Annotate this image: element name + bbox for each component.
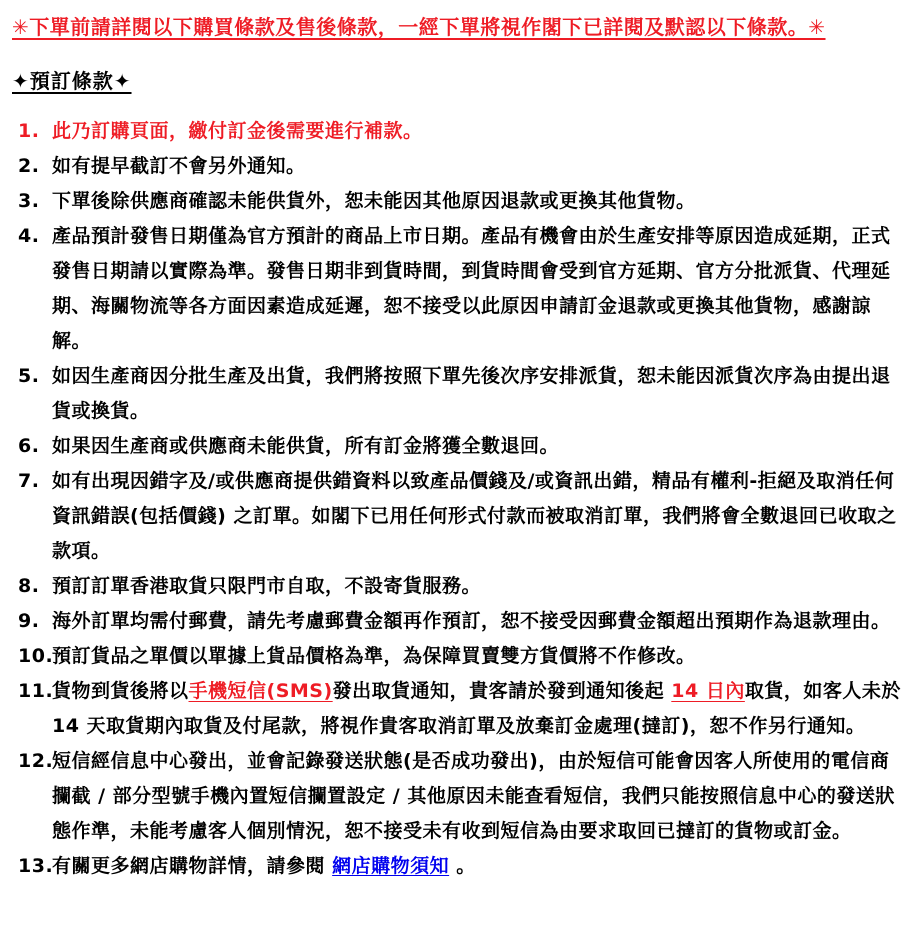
term-number: 13.: [18, 855, 54, 877]
term-number: 6.: [18, 435, 40, 457]
term-text: [52, 610, 891, 632]
term-text-segment: 下單後除供應商確認未能供貨外，恕未能因其他原因退款或更換其他貨物。: [52, 190, 696, 212]
pre-order-warning-header: ✳下單前請詳閱以下購買條款及售後條款，一經下單將視作閣下已詳閱及默認以下條款。✳: [12, 15, 826, 39]
term-number: 7.: [18, 470, 40, 492]
term-text-segment: 此乃訂購頁面，繳付訂金後需要進行補款。: [52, 120, 423, 142]
term-item-8: [10, 569, 903, 604]
term-text-segment: 如因生產商因分批生產及出貨，我們將按照下單先後次序安排派貨，恕未能因派貨次序為由提出退貨或換貨。: [52, 365, 891, 422]
term-item-5: [10, 359, 903, 429]
term-text-segment: 預訂訂單香港取貨只限門市自取，不設寄貨服務。: [52, 575, 482, 597]
term-number: 1.: [18, 120, 40, 142]
term-text: [52, 190, 696, 212]
highlight-red: 14 日內: [671, 680, 745, 702]
term-number: 2.: [18, 155, 40, 177]
term-text: [52, 120, 423, 142]
term-text-segment: 短信經信息中心發出，並會記錄發送狀態(是否成功發出)，由於短信可能會因客人所使用的電信商攔截 / 部分型號手機內置短信攔置設定 / 其他原因未能查看短信，我們只能按照信息中心的發送狀態作準，未能考慮客人個別情況，恕不接受未有收到短信為由要求取回已撻訂的貨物或訂金。: [52, 750, 895, 842]
term-number: 8.: [18, 575, 40, 597]
term-number: 9.: [18, 610, 40, 632]
term-item-9: [10, 604, 903, 639]
shop-guide-link[interactable]: 網店購物須知: [332, 855, 450, 877]
term-item-1: [10, 114, 903, 149]
term-text-segment: 產品預計發售日期僅為官方預計的商品上市日期。產品有機會由於生產安排等原因造成延期，正式發售日期請以實際為準。發售日期非到貨時間，到貨時間會受到官方延期、官方分批派貨、代理延期、海關物流等各方面因素造成延遲，恕不接受以此原因申請訂金退款或更換其他貨物，感謝諒解。: [52, 225, 891, 352]
term-text: [52, 750, 895, 842]
term-text-segment: 。: [449, 855, 476, 877]
term-text-segment: 如果因生產商或供應商未能供貨，所有訂金將獲全數退回。: [52, 435, 560, 457]
term-text: [52, 680, 901, 737]
term-item-13: [10, 849, 903, 884]
section-title-preorder-terms: ✦預訂條款✦: [12, 69, 132, 93]
term-number: 4.: [18, 225, 40, 247]
term-text: [52, 470, 897, 562]
term-text: [52, 575, 481, 597]
term-number: 3.: [18, 190, 40, 212]
term-number: 11.: [18, 680, 54, 702]
term-text-segment: 貨物到貨後將以: [52, 680, 189, 702]
term-item-4: [10, 219, 903, 359]
term-item-2: [10, 149, 903, 184]
term-item-3: [10, 184, 903, 219]
term-text-segment: 取貨，如客人未於 14 天取貨期內取貨及付尾款，將視作貴客取消訂單及放棄訂金處理(撻訂)，恕不作另行通知。: [52, 680, 901, 737]
term-text: [52, 365, 891, 422]
term-item-11: [10, 674, 903, 744]
term-item-6: [10, 429, 903, 464]
term-number: 12.: [18, 750, 54, 772]
term-item-7: [10, 464, 903, 569]
highlight-red: 手機短信(SMS): [188, 680, 333, 702]
term-text-segment: 如有出現因錯字及/或供應商提供錯資料以致產品價錢及/或資訊出錯，精品有權利-拒絕及取消任何資訊錯誤(包括價錢) 之訂單。如閣下已用任何形式付款而被取消訂單，我們將會全數退回已收取之款項。: [52, 470, 897, 562]
term-text: [52, 435, 559, 457]
term-text-segment: 如有提早截訂不會另外通知。: [52, 155, 306, 177]
term-item-12: [10, 744, 903, 849]
term-number: 10.: [18, 645, 54, 667]
term-text: [52, 645, 696, 667]
term-number: 5.: [18, 365, 40, 387]
terms-list: [10, 114, 903, 884]
term-text: [52, 155, 306, 177]
term-text: [52, 855, 476, 877]
term-item-10: [10, 639, 903, 674]
term-text-segment: 發出取貨通知，貴客請於發到通知後起: [332, 680, 672, 702]
term-text: [52, 225, 891, 352]
term-text-segment: 有關更多網店購物詳情，請參閱: [52, 855, 333, 877]
term-text-segment: 預訂貨品之單價以單據上貨品價格為準，為保障買賣雙方貨價將不作修改。: [52, 645, 696, 667]
term-text-segment: 海外訂單均需付郵費，請先考慮郵費金額再作預訂，恕不接受因郵費金額超出預期作為退款理由。: [52, 610, 891, 632]
